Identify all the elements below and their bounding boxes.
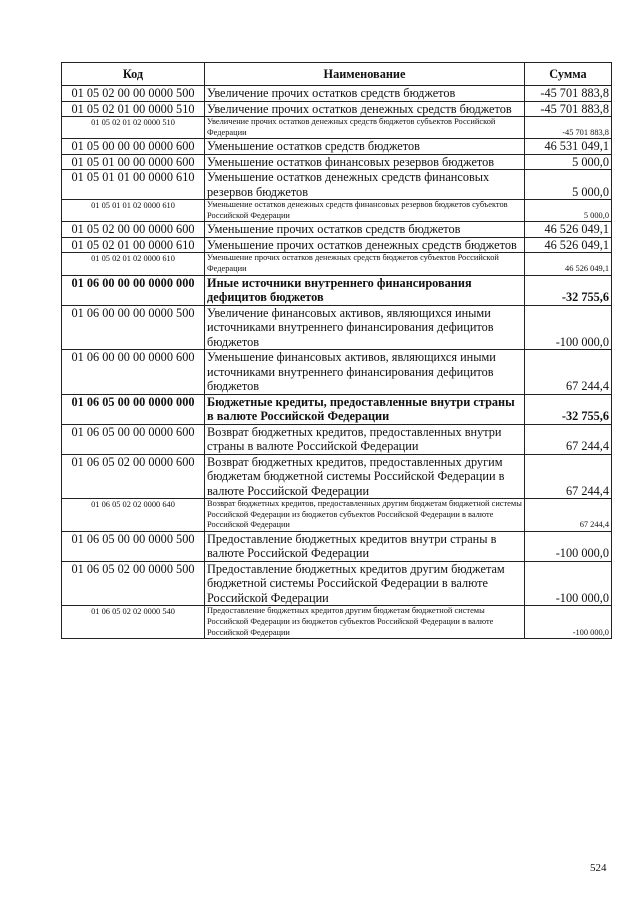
row-sum: 46 526 049,1: [525, 222, 612, 238]
row-sum: -100 000,0: [525, 561, 612, 606]
row-name: Уменьшение остатков средств бюджетов: [205, 139, 525, 155]
row-code: 01 06 00 00 00 0000 600: [62, 350, 205, 395]
row-name: Предоставление бюджетных кредитов внутри страны в валюте Российской Федерации: [205, 531, 525, 561]
table-row: [62, 222, 612, 238]
table-row: [62, 350, 612, 395]
row-code: 01 05 01 00 00 0000 600: [62, 154, 205, 170]
budget-sources-table: [61, 62, 612, 639]
table-row: [62, 117, 612, 139]
row-sum: 5 000,0: [525, 200, 612, 222]
row-code: 01 06 05 02 02 0000 640: [62, 499, 205, 532]
budget-sources-table-container: [61, 62, 611, 639]
table-row: [62, 170, 612, 200]
row-code: 01 06 05 02 02 0000 540: [62, 606, 205, 639]
row-code: 01 05 02 01 00 0000 610: [62, 237, 205, 253]
table-row: [62, 305, 612, 350]
row-sum: 67 244,4: [525, 454, 612, 499]
row-name: Уменьшение прочих остатков денежных средств бюджетов: [205, 237, 525, 253]
row-code: 01 05 02 01 00 0000 510: [62, 101, 205, 117]
table-row: [62, 86, 612, 102]
row-code: 01 06 05 00 00 0000 000: [62, 394, 205, 424]
table-row: [62, 531, 612, 561]
row-sum: 46 531 049,1: [525, 139, 612, 155]
row-sum: 67 244,4: [525, 499, 612, 532]
row-code: 01 06 05 00 00 0000 600: [62, 424, 205, 454]
row-sum: -32 755,6: [525, 275, 612, 305]
row-code: 01 06 00 00 00 0000 000: [62, 275, 205, 305]
row-code: 01 05 01 01 02 0000 610: [62, 200, 205, 222]
row-code: 01 06 05 02 00 0000 600: [62, 454, 205, 499]
page-number: 524: [590, 862, 607, 874]
row-name: Уменьшение остатков денежных средств финансовых резервов бюджетов: [205, 170, 525, 200]
table-header-row: [62, 63, 612, 86]
row-name: Уменьшение финансовых активов, являющихся иными источниками внутреннего финансирования дефицитов бюджетов: [205, 350, 525, 395]
table-row: [62, 275, 612, 305]
row-name: Увеличение прочих остатков денежных средств бюджетов: [205, 101, 525, 117]
row-name: Возврат бюджетных кредитов, предоставленных другим бюджетам бюджетной системы Российской Федерации в валюте Российской Федерации: [205, 454, 525, 499]
row-sum: -45 701 883,8: [525, 117, 612, 139]
row-name: Уменьшение остатков финансовых резервов бюджетов: [205, 154, 525, 170]
table-row: [62, 499, 612, 532]
row-code: 01 05 00 00 00 0000 600: [62, 139, 205, 155]
row-name: Предоставление бюджетных кредитов другим бюджетам бюджетной системы Российской Федерации из бюджетов субъектов Российской Федерации в валюте Российской Федерации: [205, 606, 525, 639]
row-code: 01 05 02 00 00 0000 500: [62, 86, 205, 102]
row-name: Возврат бюджетных кредитов, предоставленных внутри страны в валюте Российской Федерации: [205, 424, 525, 454]
row-name: Уменьшение прочих остатков средств бюджетов: [205, 222, 525, 238]
row-sum: -100 000,0: [525, 531, 612, 561]
row-name: Уменьшение остатков денежных средств финансовых резервов бюджетов субъектов Российской Федерации: [205, 200, 525, 222]
table-row: [62, 561, 612, 606]
row-sum: -100 000,0: [525, 305, 612, 350]
row-code: 01 06 00 00 00 0000 500: [62, 305, 205, 350]
header-name: Наименование: [205, 63, 525, 86]
header-sum: Сумма: [525, 63, 612, 86]
table-row: [62, 253, 612, 275]
table-row: [62, 200, 612, 222]
row-code: 01 05 02 01 02 0000 610: [62, 253, 205, 275]
row-sum: -45 701 883,8: [525, 86, 612, 102]
row-sum: 46 526 049,1: [525, 237, 612, 253]
row-name: Увеличение прочих остатков средств бюджетов: [205, 86, 525, 102]
table-row: [62, 154, 612, 170]
row-sum: 5 000,0: [525, 170, 612, 200]
row-code: 01 05 02 00 00 0000 600: [62, 222, 205, 238]
header-code: Код: [62, 63, 205, 86]
table-row: [62, 424, 612, 454]
row-sum: 46 526 049,1: [525, 253, 612, 275]
row-sum: -45 701 883,8: [525, 101, 612, 117]
row-name: Уменьшение прочих остатков денежных средств бюджетов субъектов Российской Федерации: [205, 253, 525, 275]
row-sum: -100 000,0: [525, 606, 612, 639]
table-row: [62, 101, 612, 117]
table-row: [62, 454, 612, 499]
row-name: Увеличение финансовых активов, являющихся иными источниками внутреннего финансирования дефицитов бюджетов: [205, 305, 525, 350]
row-code: 01 05 02 01 02 0000 510: [62, 117, 205, 139]
row-name: Предоставление бюджетных кредитов другим бюджетам бюджетной системы Российской Федерации в валюте Российской Федерации: [205, 561, 525, 606]
row-name: Бюджетные кредиты, предоставленные внутри страны в валюте Российской Федерации: [205, 394, 525, 424]
table-row: [62, 606, 612, 639]
table-row: [62, 139, 612, 155]
row-sum: 67 244,4: [525, 424, 612, 454]
row-sum: 67 244,4: [525, 350, 612, 395]
table-row: [62, 237, 612, 253]
row-sum: 5 000,0: [525, 154, 612, 170]
row-code: 01 06 05 00 00 0000 500: [62, 531, 205, 561]
table-row: [62, 394, 612, 424]
row-sum: -32 755,6: [525, 394, 612, 424]
row-code: 01 05 01 01 00 0000 610: [62, 170, 205, 200]
row-code: 01 06 05 02 00 0000 500: [62, 561, 205, 606]
row-name: Увеличение прочих остатков денежных средств бюджетов субъектов Российской Федерации: [205, 117, 525, 139]
row-name: Иные источники внутреннего финансирования дефицитов бюджетов: [205, 275, 525, 305]
row-name: Возврат бюджетных кредитов, предоставленных другим бюджетам бюджетной системы Российской Федерации из бюджетов субъектов Российской Федерации в валюте Российской Федерации: [205, 499, 525, 532]
